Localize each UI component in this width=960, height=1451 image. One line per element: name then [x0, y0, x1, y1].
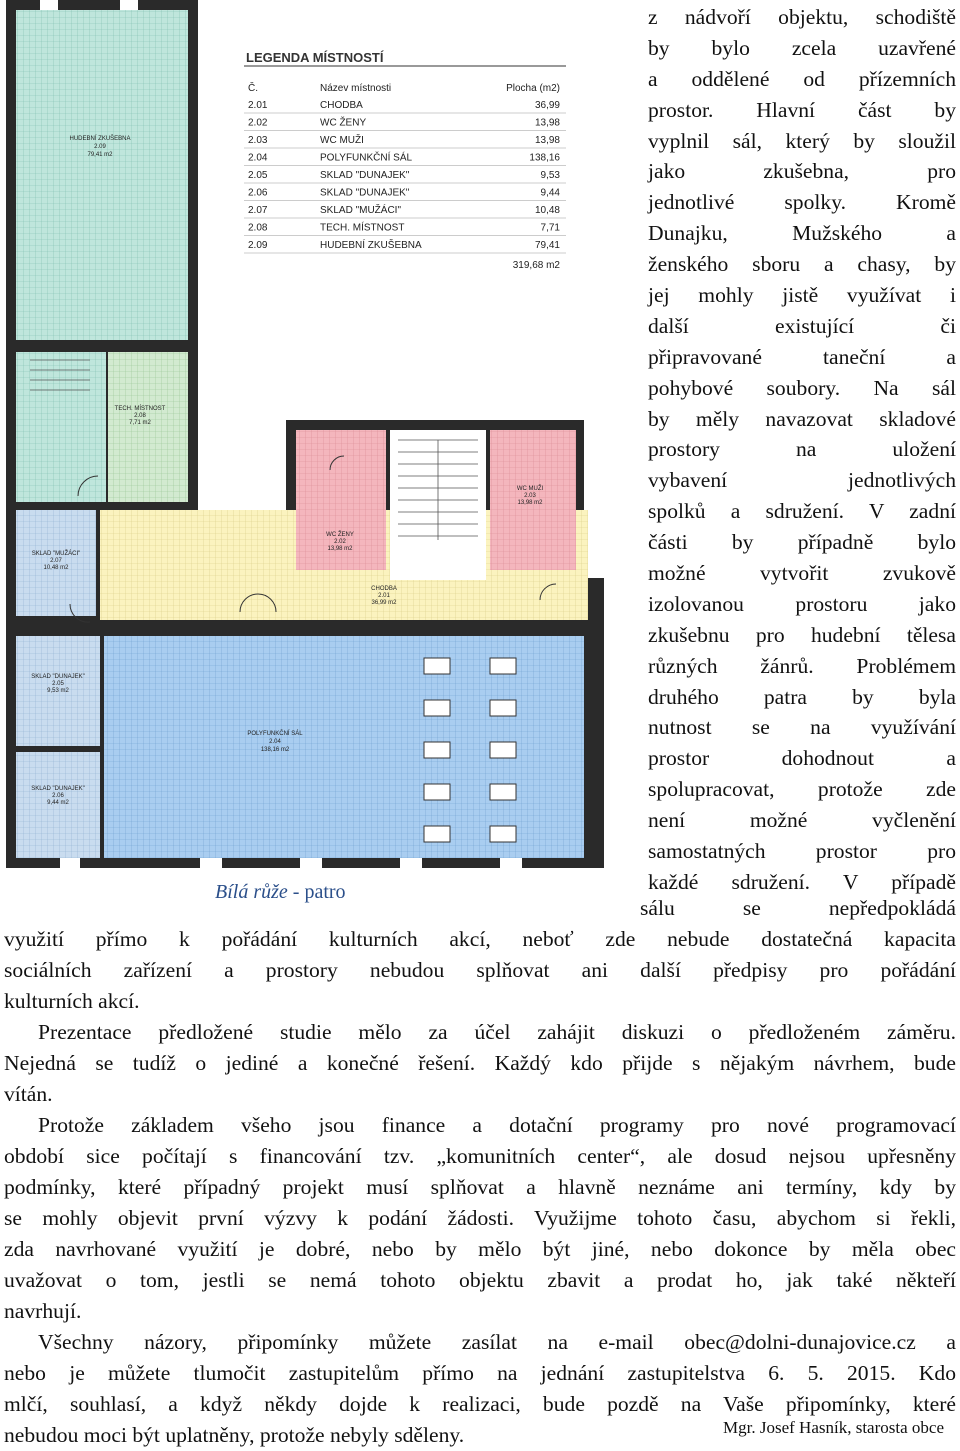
label-chodba-area: 36,99 m2	[371, 600, 397, 606]
side-text-line: vyplnil sál, který by sloužil	[648, 128, 956, 153]
legend-cell: 36,99	[534, 100, 560, 111]
body-text-line: kulturních akcí.	[4, 989, 140, 1013]
body-text	[4, 893, 956, 1451]
legend-cell: 7,71	[540, 222, 560, 234]
body-text-line: nebudou moci být uplatněny, protože nebyly sděleny.	[4, 1423, 465, 1447]
side-text-line: a oddělené od přízemních	[648, 66, 956, 91]
legend-header-area: Plocha (m2)	[506, 83, 560, 94]
body-text-line: mlčí, souhlasí, a když někdy dojde k realizaci, bude pozdě na Vaše připomínky, které	[4, 1392, 956, 1416]
legend-header-name: Název místnosti	[320, 83, 392, 94]
label-dunajek2-area: 9,44 m2	[47, 800, 69, 806]
legend-cell: TECH. MÍSTNOST	[320, 222, 405, 234]
side-text-line: další existující či	[648, 313, 956, 338]
side-text-line: spolků a sdružení. V zadní	[648, 499, 956, 524]
legend-cell: SKLAD "DUNAJEK"	[320, 187, 410, 199]
room-tech-mistnost	[108, 352, 188, 502]
side-text-line: z nádvoří objektu, schodiště	[648, 5, 956, 29]
side-text-line: by bylo zcela uzavřené	[648, 35, 956, 60]
legend-cell: 2.07	[248, 205, 268, 216]
side-text-line: části by případně bylo	[648, 530, 956, 555]
floor-plan	[0, 0, 640, 872]
side-text-line: připravované taneční a	[648, 344, 956, 369]
label-wcmuzi-area: 13,98 m2	[517, 500, 543, 506]
label-hudebni: HUDEBNÍ ZKUŠEBNA	[69, 136, 131, 142]
label-dunajek1-num: 2.05	[52, 681, 64, 687]
legend-cell: CHODBA	[320, 100, 363, 111]
side-text-line: prostory na uložení	[648, 437, 956, 462]
side-text-line: jednotlivé spolky. Kromě	[648, 190, 956, 215]
side-text-line: jako zkušebna, pro	[648, 159, 956, 184]
body-text-line: Všechny názory, připomínky můžete zasílat na e-mail obec@dolni-dunajovice.cz a	[38, 1330, 956, 1354]
label-wczeny: WC ŽENY	[326, 532, 354, 538]
label-wcmuzi: WC MUŽI	[516, 486, 544, 492]
body-text-line: Prezentace předložené studie mělo za účel zahájit diskuzi o předloženém záměru.	[38, 1020, 956, 1044]
legend-total: 319,68 m2	[512, 260, 560, 271]
side-text-line: jej mohly jistě využívat i	[648, 283, 956, 308]
side-text-line: vybavení jednotlivých	[648, 468, 956, 493]
label-wczeny-num: 2.02	[334, 539, 346, 545]
side-text-line: spolupracovat, protože zde	[648, 777, 956, 802]
body-text-line: sálu se nepředpokládá	[640, 896, 956, 920]
label-tech: TECH. MÍSTNOST	[114, 406, 166, 412]
label-muzaci-num: 2.07	[50, 558, 62, 564]
legend-cell: HUDEBNÍ ZKUŠEBNA	[320, 240, 422, 251]
legend-cell: 2.05	[248, 170, 268, 181]
label-dunajek1: SKLAD "DUNAJEK"	[31, 674, 85, 680]
side-text-line: prostor dohodnout a	[648, 746, 956, 771]
label-sal-area: 138,16 m2	[260, 747, 290, 753]
body-text-line: navrhují.	[4, 1299, 82, 1323]
signature: Mgr. Josef Hasník, starosta obce	[723, 1418, 944, 1437]
legend-cell: 13,98	[534, 117, 560, 129]
legend-cell: 2.09	[248, 240, 268, 251]
body-text-line: využití přímo k pořádání kulturních akcí, neboť zde nebude dostatečná kapacita	[4, 927, 956, 951]
label-dunajek2-num: 2.06	[52, 793, 64, 799]
side-text-line: samostatných prostor pro	[648, 839, 956, 864]
label-muzaci-area: 10,48 m2	[43, 565, 69, 571]
legend-cell: 13,98	[534, 135, 560, 146]
side-text-line: pohybové soubory. Na sál	[648, 375, 956, 400]
legend-cell: SKLAD "DUNAJEK"	[320, 170, 410, 181]
legend-title: LEGENDA MÍSTNOSTÍ	[246, 50, 384, 65]
legend-cell: 2.06	[248, 187, 268, 199]
body-text-line: podmínky, které případný projekt musí splňovat a hlavně neznáme ani termíny, kdy by	[4, 1175, 956, 1199]
label-chodba: CHODBA	[371, 586, 397, 592]
body-text-line: se mohly objevit první výzvy k podání žádosti. Využijme tohoto času, abychom si řekli,	[4, 1206, 956, 1230]
label-tech-area: 7,71 m2	[129, 420, 151, 426]
legend-cell: 138,16	[529, 152, 560, 164]
side-text-line: každé sdružení. V případě	[648, 869, 956, 894]
caption-suffix: - patro	[287, 881, 346, 903]
label-wcmuzi-num: 2.03	[524, 493, 536, 499]
legend-cell: 79,41	[534, 240, 560, 251]
side-text-line: izolovanou prostoru jako	[648, 591, 956, 616]
body-text-line: uvažovat o tom, jestli se nemá tohoto objektu zbavit a prodat ho, jak také někteří	[4, 1268, 956, 1292]
legend-cell: SKLAD "MUŽÁCI"	[320, 205, 402, 216]
room-legend	[238, 42, 568, 276]
side-column-text	[648, 2, 956, 898]
label-tech-num: 2.08	[134, 413, 146, 419]
legend-cell: 2.02	[248, 117, 268, 129]
side-text-line: Dunajku, Mužského a	[648, 221, 956, 246]
label-sal: POLYFUNKČNÍ SÁL	[247, 731, 303, 737]
side-text-line: druhého patra by byla	[648, 684, 956, 709]
legend-cell: 2.04	[248, 152, 268, 164]
label-dunajek1-area: 9,53 m2	[47, 688, 69, 694]
body-text-line: sociálních zařízení a prostory nebudou splňovat ani další předpisy pro pořádání	[4, 958, 956, 982]
body-text-line: nebo je můžete tlumočit zastupitelům přímo na jednání zastupitelstva 6. 5. 2015. Kdo	[4, 1361, 956, 1385]
side-text-line: by měly navazovat skladové	[648, 406, 956, 431]
legend-cell: 2.03	[248, 135, 268, 146]
label-dunajek2: SKLAD "DUNAJEK"	[31, 786, 85, 792]
side-text-line: prostor. Hlavní část by	[648, 97, 956, 122]
legend-cell: 2.01	[248, 100, 268, 111]
side-text-line: zkušebnu pro hudební tělesa	[648, 622, 956, 647]
side-text-line: různých žánrů. Problémem	[648, 653, 956, 678]
room-stair-west	[16, 352, 106, 502]
label-wczeny-area: 13,98 m2	[327, 546, 353, 552]
body-text-line: období sice počítají s financování tzv. „komunitních center“, ale dosud nejsou upřesněny	[4, 1144, 956, 1168]
legend-cell: WC MUŽI	[320, 135, 364, 146]
side-text-line: nutnost se na využívání	[648, 715, 956, 740]
label-chodba-num: 2.01	[378, 593, 390, 599]
body-text-line: zda navrhované využití je dobré, nebo by mělo být jiné, nebo dokonce by měla obec	[4, 1237, 956, 1261]
label-hudebni-num: 2.09	[94, 144, 106, 150]
legend-cell: POLYFUNKČNÍ SÁL	[320, 152, 413, 164]
label-hudebni-area: 79,41 m2	[87, 152, 113, 158]
label-sal-num: 2.04	[269, 739, 281, 745]
room-hudebni-zkusebna	[16, 10, 188, 340]
legend-cell: 9,53	[540, 170, 560, 181]
legend-cell: 9,44	[540, 187, 560, 199]
caption-name: Bílá růže	[215, 881, 288, 903]
legend-header-num: Č.	[248, 83, 258, 94]
body-text-line: Protože základem všeho jsou finance a dotační programy pro nové programovací	[38, 1113, 956, 1137]
legend-cell: 2.08	[248, 222, 268, 234]
side-text-line: ženského sboru a chasy, by	[648, 252, 956, 277]
body-text-line: Nejedná se tudíž o jediné a konečné řešení. Každý kdo přijde s nějakým návrhem, bude	[4, 1051, 956, 1075]
legend-cell: WC ŽENY	[320, 117, 367, 129]
legend-cell: 10,48	[534, 205, 560, 216]
side-text-line: možné vytvořit zvukově	[648, 561, 956, 586]
label-muzaci: SKLAD "MUŽÁCI"	[31, 551, 81, 557]
side-text-line: není možné vyčlenění	[648, 808, 956, 833]
body-text-line: vítán.	[4, 1082, 53, 1106]
